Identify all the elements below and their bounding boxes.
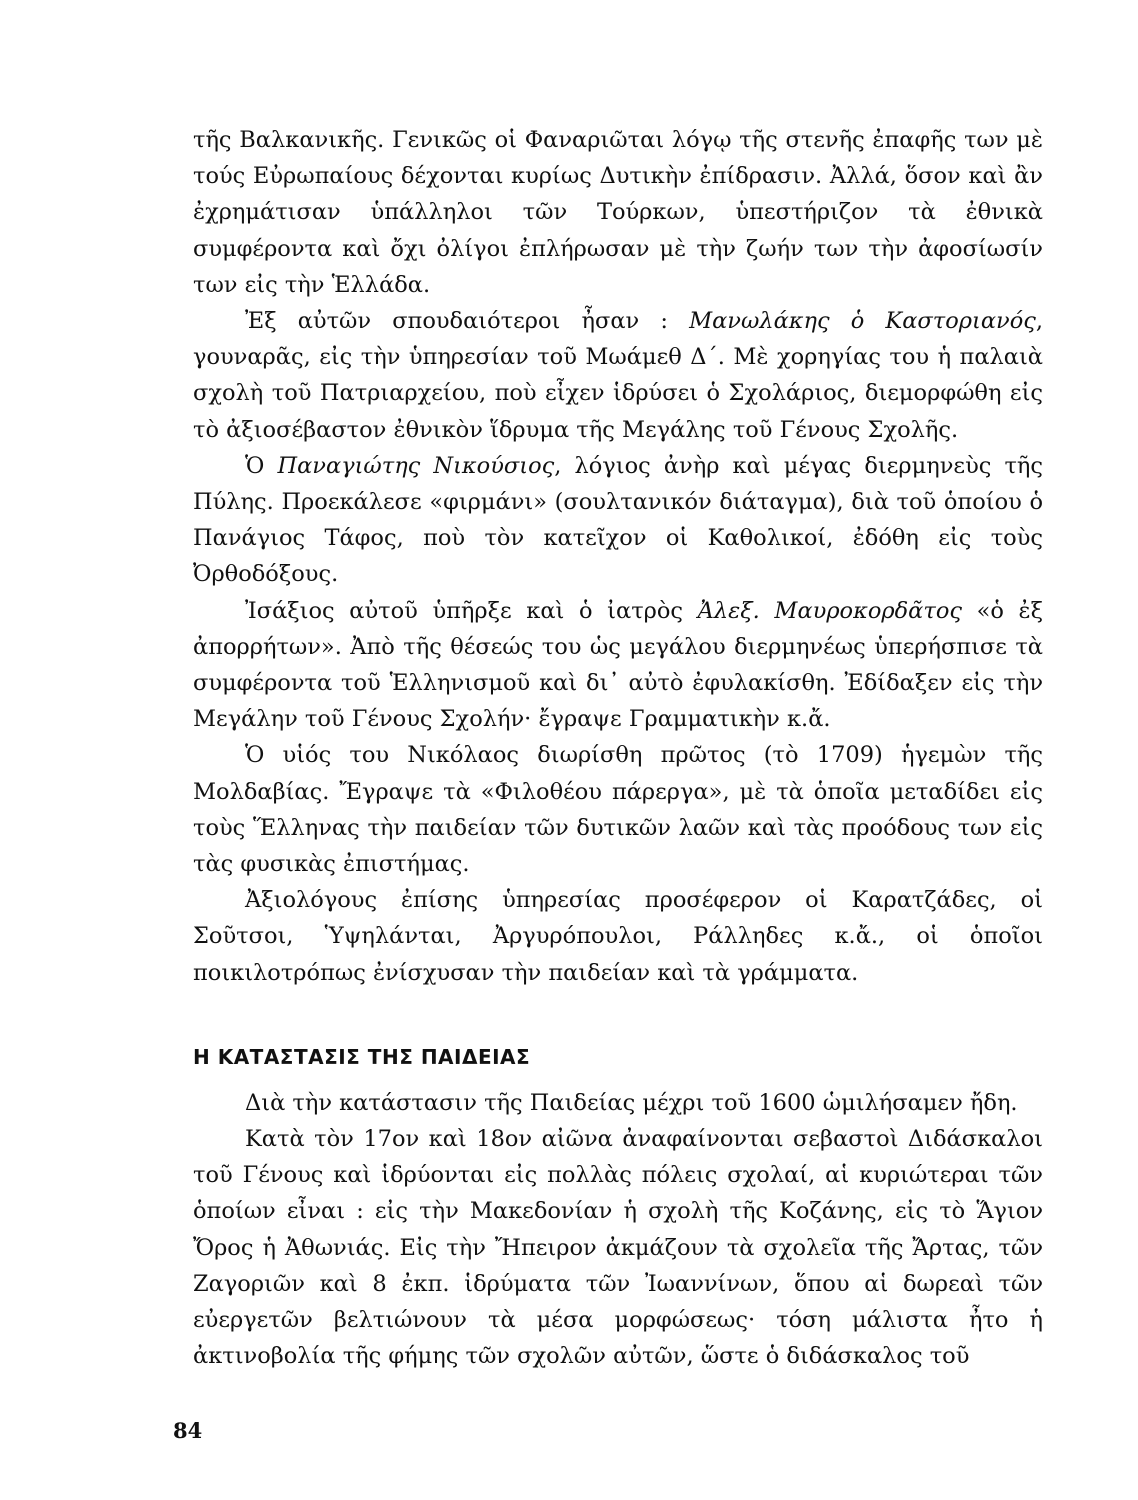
person-name: Μανωλάκης ὁ Καστοριανός — [689, 308, 1036, 335]
text-segment: Ὁ — [245, 452, 278, 479]
paragraph-families — [193, 882, 1043, 991]
page-number: 84 — [173, 1418, 203, 1443]
page-body — [193, 122, 1043, 1375]
text-segment: , γουναρᾶς, εἰς τὴν ὑπηρεσίαν τοῦ Μωάμεθ Δ΄. Μὲ χορηγίας του ἡ παλαιὰ σχολὴ τοῦ Πατριαρχείου, ποὺ εἶχεν ἱδρύσει ὁ Σχολάριος, διεμορφώθη εἰς τὸ ἀξιοσέβαστον ἐθνικὸν ἵδρυμα τῆς Μεγάλης τοῦ Γένους Σχολῆς. — [193, 308, 1043, 443]
paragraph-nikousios — [193, 448, 1043, 593]
paragraph-manolakis — [193, 303, 1043, 448]
person-name: Ἀλεξ. Μαυροκορδᾶτος — [697, 597, 962, 624]
section-heading: Η ΚΑΤΑΣΤΑΣΙΣ ΤΗΣ ΠΑΙΔΕΙΑΣ — [193, 1044, 531, 1069]
paragraph-education-1600 — [193, 1085, 1043, 1121]
paragraph-nikolaos — [193, 737, 1043, 882]
text-segment: Ὁ υἱός του Νικόλαος διωρίσθη πρῶτος (τὸ 1709) ἡγεμὼν τῆς Μολδαβίας. Ἔγραψε τὰ «Φιλοθέου πάρεργα», μὲ τὰ ὁποῖα μεταδίδει εἰς τοὺς Ἕλληνας τὴν παιδείαν τῶν δυτικῶν λαῶν καὶ τὰς προόδους των εἰς τὰς φυσικὰς ἐπιστήμας. — [193, 742, 1043, 878]
paragraph-schools — [193, 1121, 1043, 1374]
text-segment: τῆς Βαλκανικῆς. Γενικῶς οἱ Φαναριῶται λόγῳ τῆς στενῆς ἐπαφῆς των μὲ τούς Εὐρωπαίους δέχονται κυρίως Δυτικὴν ἐπίδρασιν. Ἀλλά, ὅσον καὶ ἂν ἐχρημάτισαν ὑπάλληλοι τῶν Τούρκων, ὑπεστήριζον τὰ ἐθνικὰ συμφέροντα καὶ ὄχι ὀλίγοι ἐπλήρωσαν μὲ τὴν ζωήν των τὴν ἀφοσίωσίν των εἰς τὴν Ἑλλάδα. — [193, 127, 1043, 298]
text-segment: Κατὰ τὸν 17ον καὶ 18ον αἰῶνα ἀναφαίνονται σεβαστοὶ Διδάσκαλοι τοῦ Γένους καὶ ἱδρύονται εἰς πολλὰς πόλεις σχολαί, αἱ κυριώτεραι τῶν ὁποίων εἶναι : εἰς τὴν Μακεδονίαν ἡ σχολὴ τῆς Κοζάνης, εἰς τὸ Ἅγιον Ὄρος ἡ Ἀθωνιάς. Εἰς τὴν Ἤπειρον ἀκμάζουν τὰ σχολεῖα τῆς Ἄρτας, τῶν Ζαγοριῶν καὶ 8 ἐκπ. ἱδρύματα τῶν Ἰωαννίνων, ὅπου αἱ δωρεαὶ τῶν εὐεργετῶν βελτιώνουν τὰ μέσα μορφώσεως· τόση μάλιστα ἦτο ἡ ἀκτινοβολία τῆς φήμης τῶν σχολῶν αὐτῶν, ὥστε ὁ διδάσκαλος τοῦ — [193, 1126, 1043, 1370]
text-segment: Ἰσάξιος αὐτοῦ ὑπῆρξε καὶ ὁ ἰατρὸς — [245, 597, 698, 624]
text-segment: Ἐξ αὐτῶν σπουδαιότεροι ἦσαν : — [245, 308, 690, 335]
paragraph-mavrokordatos — [193, 593, 1043, 738]
text-segment: Ἀξιολόγους ἐπίσης ὑπηρεσίας προσέφερον οἱ Καρατζάδες, οἱ Σοῦτσοι, Ὑψηλάνται, Ἀργυρόπουλοι, Ράλληδες κ.ἄ., οἱ ὁποῖοι ποικιλοτρόπως ἐνίσχυσαν τὴν παιδείαν καὶ τὰ γράμματα. — [193, 887, 1043, 986]
person-name: Παναγιώτης Νικούσιος — [277, 452, 555, 479]
text-segment: , λόγιος ἀνὴρ καὶ μέγας διερμηνεὺς τῆς Πύλης. Προεκάλεσε «φιρμάνι» (σουλτανικόν διάταγμα), διὰ τοῦ ὁποίου ὁ Πανάγιος Τάφος, ποὺ τὸν κατεῖχον οἱ Καθολικοί, ἐδόθη εἰς τοὺς Ὀρθοδόξους. — [193, 452, 1043, 588]
text-segment: «ὁ ἐξ ἀπορρήτων». Ἀπὸ τῆς θέσεώς του ὡς μεγάλου διερμηνέως ὑπερήσπισε τὰ συμφέροντα τοῦ Ἑλληνισμοῦ καὶ δι᾽ αὐτὸ ἐφυλακίσθη. Ἐδίδαξεν εἰς τὴν Μεγάλην τοῦ Γένους Σχολήν· ἔγραψε Γραμματικὴν κ.ἄ. — [193, 597, 1044, 733]
paragraph-balkans — [193, 122, 1043, 303]
text-segment: Διὰ τὴν κατάστασιν τῆς Παιδείας μέχρι τοῦ 1600 ὡμιλήσαμεν ἤδη. — [245, 1089, 1018, 1116]
